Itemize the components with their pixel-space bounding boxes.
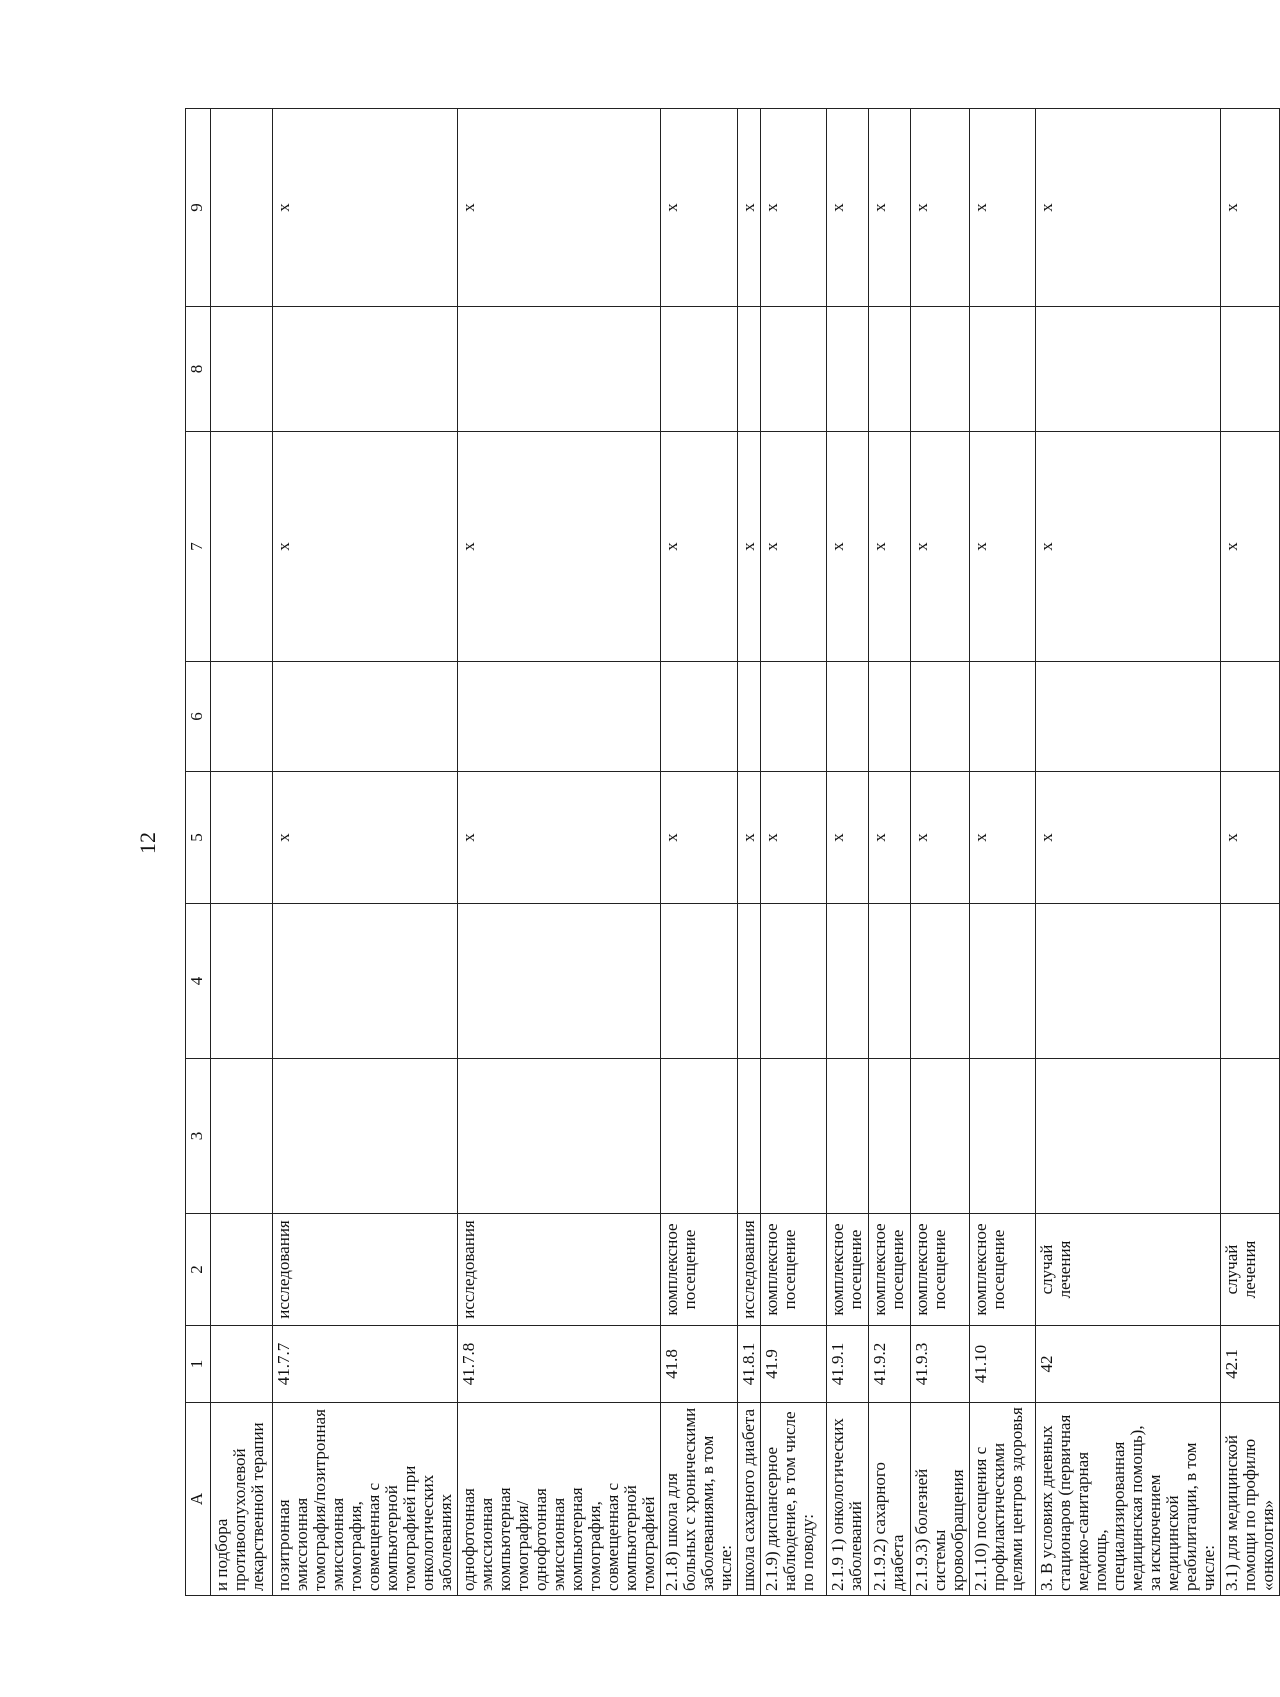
value-cell: x [661,772,738,904]
table-row [970,109,1036,1596]
header-cell: 4 [186,904,211,1059]
value-cell: x [970,109,1036,307]
value-cell: x [661,432,738,662]
value-cell [738,1059,761,1214]
value-cell [738,904,761,1059]
value-cell [661,307,738,432]
value-cell [970,904,1036,1059]
unit-cell: комплексное посещение [827,1214,869,1326]
row-code-cell: 41.7.8 [458,1326,661,1403]
value-cell [1221,904,1280,1059]
value-cell [273,904,458,1059]
value-cell [1036,307,1221,432]
unit-cell: исследования [273,1214,458,1326]
unit-cell: комплексное посещение [661,1214,738,1326]
value-cell: x [738,772,761,904]
value-cell [211,432,273,662]
row-label-cell: 2.1.8) школа для больных с хроническими заболеваниями, в том числе: [661,1403,738,1596]
row-code-cell: 42.1 [1221,1326,1280,1403]
value-cell: x [273,772,458,904]
value-cell [211,1059,273,1214]
value-cell [869,662,911,772]
value-cell [1221,662,1280,772]
value-cell: x [1221,109,1280,307]
value-cell [273,1059,458,1214]
value-cell [1221,1059,1280,1214]
value-cell [827,662,869,772]
value-cell: x [827,109,869,307]
value-cell [661,662,738,772]
value-cell [273,307,458,432]
value-cell [827,904,869,1059]
value-cell [661,1059,738,1214]
value-cell: x [911,772,970,904]
value-cell [738,307,761,432]
unit-cell [211,1214,273,1326]
unit-cell: комплексное посещение [869,1214,911,1326]
value-cell [211,662,273,772]
row-code-cell: 41.8.1 [738,1326,761,1403]
row-code-cell [211,1326,273,1403]
unit-cell: исследования [738,1214,761,1326]
value-cell: x [273,432,458,662]
value-cell: x [911,432,970,662]
value-cell [761,307,827,432]
row-code-cell: 41.7.7 [273,1326,458,1403]
table-row [1036,109,1221,1596]
header-cell: 1 [186,1326,211,1403]
table-row [211,109,273,1596]
data-table [185,108,1280,1596]
value-cell: x [761,772,827,904]
value-cell [761,662,827,772]
value-cell: x [1221,432,1280,662]
value-cell: x [458,432,661,662]
header-cell: А [186,1403,211,1596]
value-cell: x [1036,432,1221,662]
value-cell [869,307,911,432]
row-code-cell: 41.9 [761,1326,827,1403]
row-code-cell: 41.9.3 [911,1326,970,1403]
header-cell: 3 [186,1059,211,1214]
value-cell [970,307,1036,432]
unit-cell: комплексное посещение [761,1214,827,1326]
header-cell: 5 [186,772,211,904]
value-cell [970,1059,1036,1214]
row-label-cell: позитронная эмиссионная томография/позитронная эмиссионная томография, совмещенная с компьютерной томографией при онкологических заболеваниях [273,1403,458,1596]
rotated-table-wrapper [185,109,1277,1596]
value-cell [458,662,661,772]
value-cell [211,904,273,1059]
value-cell [738,662,761,772]
header-cell: 8 [186,307,211,432]
row-label-cell: и подбора противоопухолевой лекарственной терапии [211,1403,273,1596]
value-cell [869,1059,911,1214]
row-label-cell: 2.1.9.2) сахарного диабета [869,1403,911,1596]
row-label-cell: однофотонная эмиссионная компьютерная томография/ однофотонная эмиссионная компьютерная томография, совмещенная с компьютерной томографией [458,1403,661,1596]
header-cell: 2 [186,1214,211,1326]
value-cell: x [970,432,1036,662]
value-cell [273,662,458,772]
table-row [827,109,869,1596]
value-cell: x [761,109,827,307]
table-row [738,109,761,1596]
value-cell [1036,1059,1221,1214]
value-cell [761,904,827,1059]
value-cell [211,307,273,432]
value-cell [211,772,273,904]
row-label-cell: 2.1.9.3) болезней системы кровообращения [911,1403,970,1596]
value-cell: x [738,432,761,662]
row-label-cell: 2.1.10) посещения с профилактическими целями центров здоровья [970,1403,1036,1596]
value-cell: x [911,109,970,307]
row-label-cell: 3. В условиях дневных стационаров (первичная медико-санитарная помощь, специализированная медицинская помощь), за исключением медицинской реабилитации, в том числе: [1036,1403,1221,1596]
value-cell [661,904,738,1059]
value-cell [911,904,970,1059]
row-code-cell: 41.8 [661,1326,738,1403]
value-cell [211,109,273,307]
table-row [661,109,738,1596]
row-code-cell: 41.9.1 [827,1326,869,1403]
value-cell [911,307,970,432]
unit-cell: исследования [458,1214,661,1326]
value-cell: x [869,432,911,662]
value-cell: x [869,772,911,904]
value-cell: x [827,772,869,904]
value-cell: x [1036,772,1221,904]
header-cell: 6 [186,662,211,772]
value-cell: x [761,432,827,662]
header-cell: 9 [186,109,211,307]
row-code-cell: 41.10 [970,1326,1036,1403]
header-row [186,109,211,1596]
value-cell [970,662,1036,772]
value-cell: x [827,432,869,662]
value-cell [1221,307,1280,432]
value-cell [761,1059,827,1214]
table-row [273,109,458,1596]
row-label-cell: школа сахарного диабета [738,1403,761,1596]
value-cell [1036,662,1221,772]
value-cell [458,307,661,432]
value-cell [911,1059,970,1214]
row-label-cell: 3.1) для медицинской помощи по профилю «онкология» [1221,1403,1280,1596]
row-label-cell: 2.1.9 1) онкологических заболеваний [827,1403,869,1596]
unit-cell: случай лечения [1036,1214,1221,1326]
row-code-cell: 41.9.2 [869,1326,911,1403]
value-cell [458,1059,661,1214]
value-cell [911,662,970,772]
table-row [1221,109,1280,1596]
value-cell: x [970,772,1036,904]
table-row [458,109,661,1596]
row-code-cell: 42 [1036,1326,1221,1403]
value-cell [869,904,911,1059]
value-cell: x [273,109,458,307]
row-label-cell: 2.1.9) диспансерное наблюдение, в том числе по поводу: [761,1403,827,1596]
header-cell: 7 [186,432,211,662]
value-cell: x [1036,109,1221,307]
value-cell: x [738,109,761,307]
value-cell [827,1059,869,1214]
unit-cell: комплексное посещение [970,1214,1036,1326]
unit-cell: случай лечения [1221,1214,1280,1326]
value-cell: x [869,109,911,307]
table-row [911,109,970,1596]
table-row [761,109,827,1596]
unit-cell: комплексное посещение [911,1214,970,1326]
table-row [869,109,911,1596]
value-cell: x [661,109,738,307]
value-cell: x [458,109,661,307]
value-cell [1036,904,1221,1059]
value-cell [458,904,661,1059]
page-number: 12 [135,832,160,854]
value-cell: x [1221,772,1280,904]
value-cell [827,307,869,432]
value-cell: x [458,772,661,904]
